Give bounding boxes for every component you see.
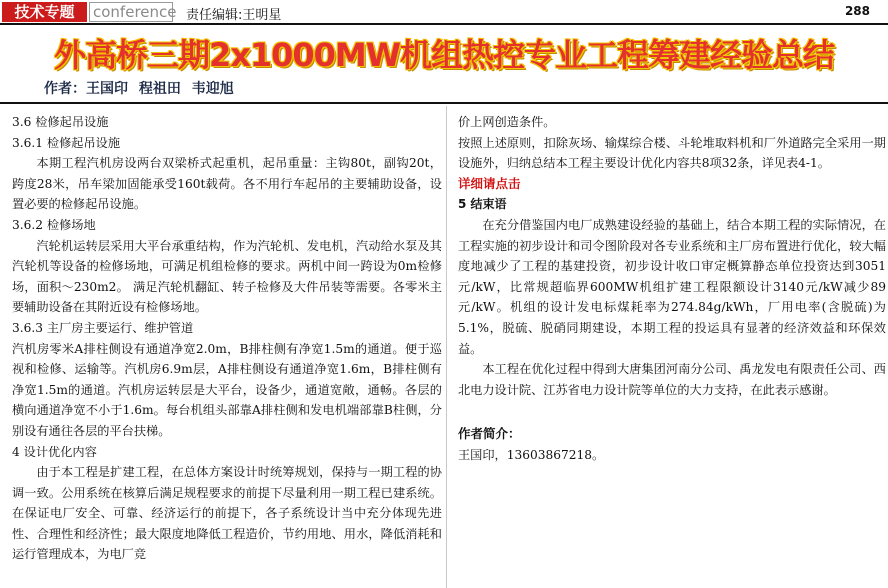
header-divider — [0, 23, 888, 25]
author-bio-heading: 作者简介： — [458, 426, 521, 442]
section-heading-3-6-2: 3.6.2 检修场地 — [12, 217, 96, 232]
right-column — [458, 112, 886, 466]
paragraph-continuation: 价上网创造条件。 — [458, 115, 556, 129]
editor-credit: 责任编辑:王明星 — [186, 8, 282, 23]
page-header — [0, 0, 888, 24]
section-heading-4: 4 设计优化内容 — [12, 444, 97, 459]
section-heading-3-6-1: 3.6.1 检修起吊设施 — [12, 135, 121, 150]
title-divider — [0, 102, 888, 104]
spacer — [458, 400, 886, 414]
article-title: 外高桥三期2x1000MW机组热控专业工程筹建经验总结 — [53, 36, 835, 74]
paragraph-crane: 本期工程汽机房设两台双梁桥式起重机，起吊重量：主钩80t，副钩20t，跨度28米，吊车梁加固能承受160t载荷。各不用行车起吊的主要辅助设备，设置必要的检修起吊设施。 — [12, 156, 442, 212]
section-heading-5: 5 结束语 — [458, 197, 507, 212]
paragraph-design-optimization: 由于本工程是扩建工程，在总体方案设计时统筹规划，保持与一期工程的协调一致。公用系统在核算后满足规程要求的前提下尽量利用一期工程已建系统。在保证电厂安全、可靠、经济运行的前提下，各子系统设计当中充分体现先进性、合理性和经济性；最大限度地降低工程造价，节约用地、用水，降低消耗和运行管理成本，为电厂竞 — [12, 465, 442, 562]
read-more-link[interactable]: 详细请点击 — [458, 175, 521, 191]
paragraph-summary: 按照上述原则，扣除灰场、输煤综合楼、斗轮堆取料机和厂外道路完全采用一期设施外，归纳总结本工程主要设计优化内容共8项32条，详见表4-1。 — [458, 135, 886, 171]
section-heading-3-6: 3.6 检修起吊设施 — [12, 115, 109, 129]
paragraph-acknowledgement: 本工程在优化过程中得到大唐集团河南分公司、禹龙发电有限责任公司、西北电力设计院、江苏省电力设计院等单位的大力支持，在此表示感谢。 — [458, 362, 886, 397]
author-bio-text: 王国印，13603867218。 — [458, 447, 605, 462]
section-brand-badge: 技术专题 — [2, 2, 87, 22]
conference-label: conference — [89, 2, 173, 22]
paragraph-passageways: 汽机房零米A排柱侧设有通道净宽2.0m，B排柱侧有净宽1.5m的通道。便于巡视和检修、运输等。汽机房6.9m层，A排柱侧设有通道净宽1.6m，B排柱侧有净宽1.5m的通道。汽机房运转层是大平台，设备少，通道宽敞，通畅。各层的横向通道净宽不小于1.6m。每台机组头部靠A排柱侧和发电机端部靠B柱侧，分别设有通往各层的平台扶梯。 — [12, 341, 442, 438]
paragraph-conclusion: 在充分借鉴国内电厂成熟建设经验的基础上，结合本期工程的实际情况，在工程实施的初步设计和司令图阶段对各专业系统和主厂房布置进行优化，较大幅度地减少了工程的基建投资，初步设计收口审定概算静态单位投资达到3051元/kW，比常规超临界600MW机组扩建工程限额设计3140元/kW减少89元/kW。机组的设计发电标煤耗率为274.84g/kWh，厂用电率(含脱硫)为5.1%，脱硫、脱硝同期建设，本期工程的投运具有显著的经济效益和环保效益。 — [458, 217, 886, 356]
page-number: 288 — [844, 4, 870, 18]
paragraph-maintenance-area: 汽轮机运转层采用大平台承重结构，作为汽轮机、发电机，汽动给水泵及其汽轮机等设备的检修场地，可满足机组检修的要求。两机中间一跨设为0m检修场，面积～230m2。 满足汽轮机翻缸、转子检修及大件吊装等需要。各零米主要辅助设备在其附近设有检修场地。 — [12, 238, 442, 315]
section-heading-3-6-3: 3.6.3 主厂房主要运行、维护管道 — [12, 320, 194, 335]
column-divider — [446, 106, 447, 588]
left-column — [12, 112, 442, 565]
article-authors: 作者：王国印 程祖田 韦迎旭 — [44, 81, 234, 97]
